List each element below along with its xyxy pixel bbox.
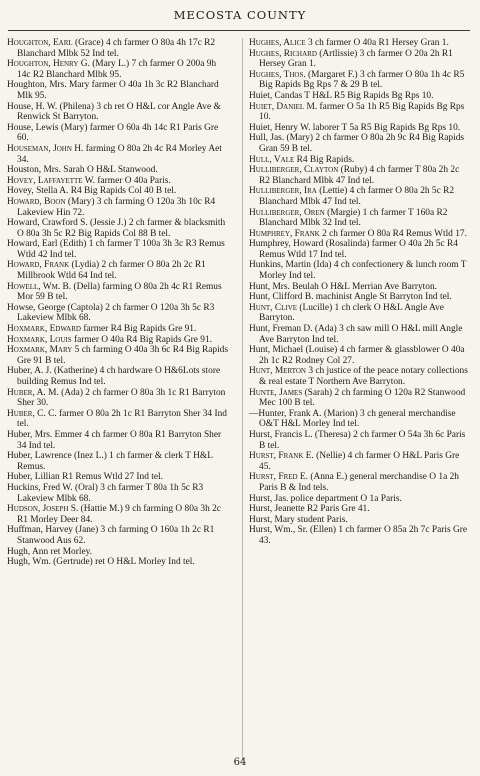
entry-name: Hurst, Frank E. <box>249 451 314 462</box>
entry-name: Howard, Frank <box>7 260 70 271</box>
column-divider <box>242 38 243 760</box>
entry-details: (Nellie) 4 ch farmer O H&L Paris Gre 45. <box>259 451 460 472</box>
entry-details: 2 ch farmer O 80a R4 Remus Wtld 17. <box>319 228 467 239</box>
directory-entry <box>7 165 229 176</box>
directory-entry <box>7 547 229 558</box>
entry-name: Howard, Boon <box>7 196 66 207</box>
entry-details: Huffman, Harvey (Jane) 3 ch farming O 160a 1h 2c R1 Stanwood Aus 62. <box>7 525 215 546</box>
entry-name: Hulliberger, Ira <box>249 186 317 197</box>
entry-name: Houseman, John H. <box>7 143 84 154</box>
entry-name: Hulliberger, Clayton <box>249 165 339 176</box>
entry-details: (Ruby) 4 ch farmer T 80a 2h 2c R2 Blanchard Mlbk 47 Ind tel. <box>259 165 460 186</box>
entry-details: Hovey, Stella A. R4 Big Rapids Col 40 B tel. <box>7 186 177 197</box>
directory-entry <box>7 282 229 303</box>
entry-name: Huiet, Daniel M. <box>249 101 318 112</box>
entry-details: (Mary) 3 ch farming O 120a 3h 10c R4 Lakeview Hin 72. <box>17 196 216 218</box>
directory-entry <box>7 409 229 430</box>
directory-entry <box>249 155 471 166</box>
entry-name: Hovey, Laffayette <box>7 175 83 186</box>
entry-name: Hudson, Joseph S. <box>7 504 79 515</box>
directory-entry <box>7 123 229 144</box>
directory-entry <box>7 59 229 80</box>
entry-details: 3 ch justice of the peace notary collections & real estate T Northern Ave Barryton. <box>259 366 468 387</box>
entry-name: Huber, C. C. <box>7 408 57 419</box>
directory-entry <box>249 504 471 515</box>
entry-details: Hugh, Wm. (Gertrude) ret O H&L Morley Ind tel. <box>7 557 195 568</box>
entry-details: farmer O 40a R4 Big Rapids Gre 91. <box>71 334 212 345</box>
directory-entry <box>249 388 471 409</box>
entry-details: farmer R4 Big Rapids Gre 91. <box>80 324 197 335</box>
entry-details: Howard, Earl (Edith) 1 ch farmer T 100a 3h 3c R3 Remus Wtld 42 Ind tel. <box>7 239 225 260</box>
directory-entry <box>7 472 229 483</box>
directory-entry <box>249 208 471 229</box>
entry-details: (Artlissie) 3 ch farmer O 20a 2h R1 Hersey Gran 1. <box>259 48 453 70</box>
entry-name: Huber, A. M. <box>7 387 59 398</box>
entry-name: Hoxmark, Mary <box>7 345 73 356</box>
entry-name: Hulliberger, Oren <box>249 207 325 218</box>
entry-name: Hughes, Thos. <box>249 69 306 80</box>
entry-details: (Lettie) 4 ch farmer O 80a 2h 5c R2 Blanchard Mlbk 47 Ind tel. <box>259 186 455 207</box>
entry-details: (Mary L.) 7 ch farmer O 200a 9h 14c R2 Blanchard Mlbk 95. <box>17 59 217 80</box>
directory-entry <box>249 38 471 49</box>
directory-entry <box>249 91 471 102</box>
entry-details: (Della) farming O 80a 2h 4c R1 Remus Mor 59 B tel. <box>17 281 222 303</box>
entry-details: Hull, Jas. (Mary) 2 ch farmer O 80a 2h 9c R4 Big Rapids Gran 59 B tel. <box>249 133 465 154</box>
entry-details: Howard, Crawford S. (Jessie J.) 2 ch farmer & blacksmith O 80a 3h 5c R2 Big Rapids Col 88 B tel. <box>7 218 226 239</box>
entry-details: Humphrey, Howard (Rosalinda) farmer O 40a 2h 5c R4 Remus Wtld 17 Ind tel. <box>249 239 458 260</box>
entry-details: Hurst, Francis L. (Theresa) 2 ch farmer O 54a 3h 6c Paris B tel. <box>249 429 466 451</box>
entry-details: (Ada) 2 ch farmer O 80a 3h 1c R1 Barryton Sher 30. <box>17 387 226 409</box>
page-number: 64 <box>233 757 247 768</box>
entry-name: Humphrey, Frank <box>249 228 320 239</box>
directory-entry <box>7 525 229 546</box>
entry-details: (Hattie M.) 9 ch farming O 80a 3h 2c R1 Morley Deer 84. <box>17 504 221 525</box>
directory-entry <box>7 451 229 472</box>
entry-details: Huber, Lawrence (Inez L.) 1 ch farmer & clerk T H&L Remus. <box>7 451 213 472</box>
directory-entry <box>249 324 471 345</box>
entry-details: Huiet, Candas T H&L R5 Big Rapids Bg Rps 10. <box>249 90 434 101</box>
entry-name: Hurst, Fred E. <box>249 472 308 483</box>
directory-entry <box>7 557 229 568</box>
directory-entry <box>7 260 229 281</box>
directory-entry <box>249 409 471 430</box>
directory-entry <box>7 366 229 387</box>
directory-entry <box>7 388 229 409</box>
entry-details: Huckins, Fred W. (Oral) 3 ch farmer T 80a 1h 5c R3 Lakeview Mlbk 68. <box>7 482 204 504</box>
entry-details: farmer O 80a 2h 1c R1 Barryton Sher 34 Ind tel. <box>17 408 227 430</box>
entry-details: (Grace) 4 ch farmer O 80a 4h 17c R2 Blanchard Mlbk 52 Ind tel. <box>17 38 216 59</box>
entry-details: (Sarah) 2 ch farming O 120a R2 Stanwood Mec 100 B tel. <box>259 387 466 409</box>
entry-name: Hunt, Clive <box>249 302 298 313</box>
entry-details: Huiet, Henry W. laborer T 5a R5 Big Rapids Bg Rps 10. <box>249 122 461 133</box>
directory-entry <box>249 239 471 260</box>
entry-name: Hughes, Alice <box>249 38 306 48</box>
directory-entry <box>249 260 471 281</box>
directory-entry <box>7 303 229 324</box>
directory-entry <box>7 335 229 346</box>
directory-entry <box>249 186 471 207</box>
directory-entry <box>249 472 471 493</box>
directory-entry <box>7 144 229 165</box>
directory-entry <box>7 176 229 187</box>
directory-entry <box>7 186 229 197</box>
entry-details: Huber, Mrs. Emmer 4 ch farmer O 80a R1 Barryton Sher 34 Ind tel. <box>7 429 222 451</box>
directory-entry <box>7 80 229 101</box>
entry-name: Hull, Vale <box>249 154 295 165</box>
directory-entry <box>7 197 229 218</box>
entry-details: —Hunter, Frank A. (Marion) 3 ch general merchandise O&T H&L Morley Ind tel. <box>249 408 456 430</box>
entry-name: Hughes, Richard <box>249 48 317 59</box>
directory-entry <box>249 70 471 91</box>
directory-entry <box>249 451 471 472</box>
directory-entry <box>7 239 229 260</box>
directory-entry <box>249 430 471 451</box>
entry-details: House, Lewis (Mary) farmer O 60a 4h 14c R1 Paris Gre 60. <box>7 122 219 144</box>
entry-name: Hoxmark, Edward <box>7 324 81 335</box>
entry-details: Hunt, Clifford B. machinist Angle St Barryton Ind tel. <box>249 292 452 303</box>
header-rule <box>8 30 470 31</box>
entry-details: Hunt, Freman D. (Ada) 3 ch saw mill O H&L mill Angle Ave Barryton Ind tel. <box>249 324 463 345</box>
directory-entry <box>249 366 471 387</box>
directory-entry <box>7 38 229 59</box>
left-column <box>7 38 229 568</box>
entry-details: Huber, A. J. (Katherine) 4 ch hardware O H&6Lots store building Remus Ind tel. <box>7 366 221 387</box>
entry-details: Houghton, Mrs. Mary farmer O 40a 1h 3c R2 Blanchard Mlk 95. <box>7 80 219 101</box>
directory-entry <box>249 165 471 186</box>
directory-entry <box>7 483 229 504</box>
directory-entry <box>7 430 229 451</box>
entry-details: Hunkins, Martin (Ida) 4 ch confectionery & lunch room T Morley Ind tel. <box>249 260 467 282</box>
right-column <box>249 38 471 547</box>
entry-details: Hunt, Michael (Louise) 4 ch farmer & glassblower O 40a 2h 1c R2 Rodney Col 27. <box>249 345 465 366</box>
directory-entry <box>7 345 229 366</box>
entry-details: (Anna E.) general merchandise O 1a 2h Paris B & Ind tels. <box>259 472 459 493</box>
entry-details: Hunt, Mrs. Beulah O H&L Merrian Ave Barryton. <box>249 281 437 292</box>
directory-entry <box>7 102 229 123</box>
directory-entry <box>249 525 471 546</box>
entry-name: Hunt, Merton <box>249 366 306 377</box>
entry-details: farmer O 5a 1h R5 Big Rapids Bg Rps 10. <box>259 101 465 123</box>
entry-details: Hurst, Wm., Sr. (Ellen) 1 ch farmer O 85a 2h 7c Paris Gre 43. <box>249 525 467 546</box>
directory-entry <box>249 123 471 134</box>
entry-details: Hurst, Jas. police department O 1a Paris. <box>249 493 402 504</box>
entry-details: Hurst, Jeanette R2 Paris Gre 41. <box>249 504 370 515</box>
page-header: MECOSTA COUNTY <box>173 8 307 22</box>
entry-details: farming O 80a 2h 4c R4 Morley Aet 34. <box>17 143 222 165</box>
entry-details: 3 ch farmer O 40a R1 Hersey Gran 1. <box>305 38 449 48</box>
entry-details: 5 ch farming O 40a 3h 6c R4 Big Rapids Gre 91 B tel. <box>17 345 229 366</box>
directory-entry <box>249 515 471 526</box>
directory-entry <box>7 504 229 525</box>
directory-entry <box>249 345 471 366</box>
directory-entry <box>249 303 471 324</box>
entry-details: Huber, Lillian R1 Remus Wtld 27 Ind tel. <box>7 472 163 483</box>
directory-entry <box>249 282 471 293</box>
directory-entry <box>249 229 471 240</box>
directory-entry <box>249 133 471 154</box>
entry-details: W. farmer O 40a Paris. <box>82 175 171 186</box>
entry-details: Hugh, Ann ret Morley. <box>7 546 93 557</box>
entry-details: (Margaret F.) 3 ch farmer O 80a 1h 4c R5 Big Rapids Bg Rps 7 & 29 B tel. <box>259 69 465 91</box>
entry-name: Hoxmark, Louis <box>7 334 72 345</box>
entry-name: Houghton, Henry G. <box>7 59 90 70</box>
entry-details: House, H. W. (Philena) 3 ch ret O H&L cor Angle Ave & Renwick St Barryton. <box>7 101 221 123</box>
entry-details: Houston, Mrs. Sarah O H&L Stanwood. <box>7 165 158 176</box>
entry-name: Howell, Wm. B. <box>7 281 72 292</box>
entry-details: Howse, George (Captola) 2 ch farmer O 120a 3h 5c R3 Lakeview Mlbk 68. <box>7 302 215 324</box>
directory-entry <box>249 494 471 505</box>
entry-details: (Margie) 1 ch farmer T 160a R2 Blanchard Mlbk 32 Ind tel. <box>259 207 448 229</box>
directory-entry <box>249 49 471 70</box>
entry-details: Hurst, Mary student Paris. <box>249 514 348 525</box>
directory-entry <box>7 324 229 335</box>
entry-details: (Lydia) 2 ch farmer O 80a 2h 2c R1 Millbrook Wtld 64 Ind tel. <box>17 260 206 282</box>
directory-entry <box>249 292 471 303</box>
entry-details: R4 Big Rapids. <box>294 154 355 165</box>
entry-name: Hunte, James <box>249 387 303 398</box>
entry-details: (Lucille) 1 ch clerk O H&L Angle Ave Barryton. <box>259 302 444 324</box>
directory-entry <box>7 218 229 239</box>
entry-name: Houghton, Earl <box>7 38 73 48</box>
directory-entry <box>249 102 471 123</box>
